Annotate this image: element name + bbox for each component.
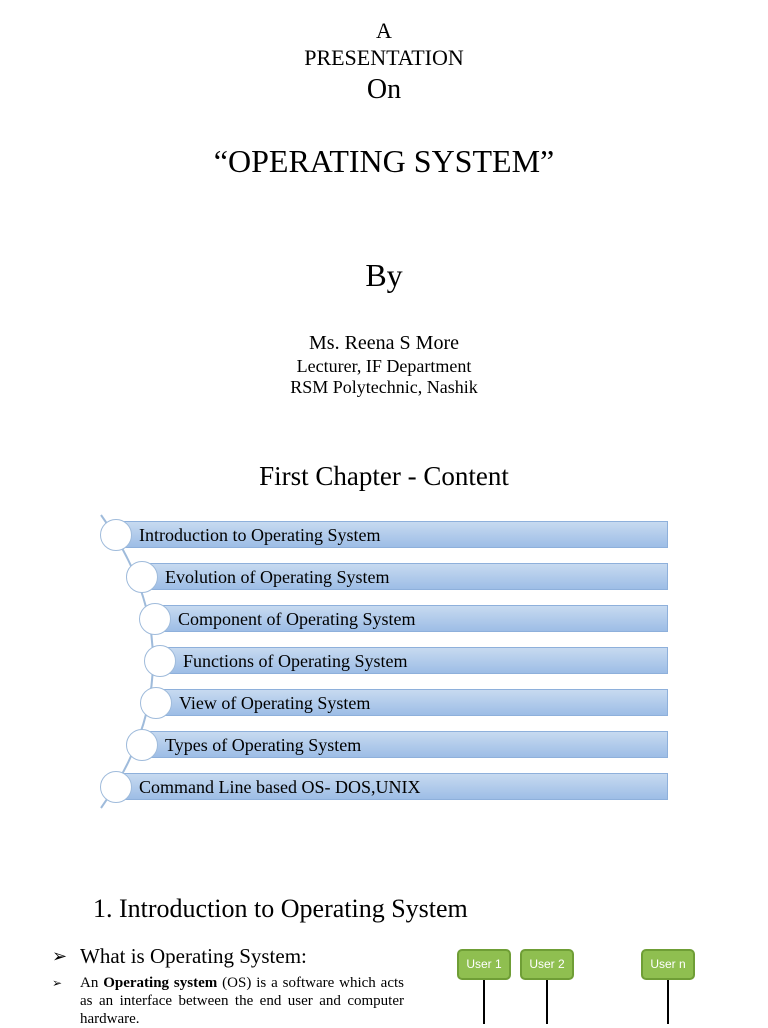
user-box: User 2 — [520, 949, 574, 980]
contents-item-5[interactable] — [156, 689, 668, 716]
cover-line-presentation: PRESENTATION — [304, 45, 464, 70]
question-bullet — [52, 943, 307, 969]
contents-item-label: Command Line based OS- DOS,UNIX — [139, 777, 421, 797]
arrow-bullet-icon: ➢ — [52, 946, 68, 966]
definition-text: An Operating system (OS) is a software which acts as an interface between the end user and computer hardware. — [80, 975, 404, 1027]
contents-item-label: View of Operating System — [179, 693, 371, 713]
contents-item-3[interactable] — [155, 605, 668, 632]
connector-line — [483, 980, 485, 1024]
contents-item-7[interactable] — [116, 773, 668, 800]
contents-item-label: Evolution of Operating System — [165, 567, 390, 587]
contents-heading: First Chapter - Content — [259, 461, 509, 491]
cover-line-on: On — [366, 74, 402, 105]
bullet-circle-icon — [126, 729, 158, 761]
arrow-bullet-icon: ➢ — [52, 976, 63, 990]
section-heading: 1. Introduction to Operating System — [93, 894, 468, 923]
contents-item-4[interactable] — [160, 647, 668, 674]
bullet-circle-icon — [140, 687, 172, 719]
question-text: What is Operating System: — [80, 944, 307, 968]
author-institution: RSM Polytechnic, Nashik — [290, 377, 478, 397]
bullet-circle-icon — [100, 519, 132, 551]
contents-list — [0, 505, 768, 815]
contents-item-1[interactable] — [116, 521, 668, 548]
cover-line-a: A — [376, 18, 392, 43]
connector-line — [667, 980, 669, 1024]
cover-by: By — [365, 257, 403, 293]
author-role: Lecturer, IF Department — [296, 356, 472, 376]
author-name: Ms. Reena S More — [309, 332, 459, 354]
definition-bullet — [52, 974, 404, 1028]
contents-item-label: Types of Operating System — [165, 735, 362, 755]
bullet-circle-icon — [139, 603, 171, 635]
user-box: User 1 — [457, 949, 511, 980]
contents-item-label: Introduction to Operating System — [139, 525, 381, 545]
bullet-circle-icon — [100, 771, 132, 803]
contents-item-2[interactable] — [142, 563, 668, 590]
presentation-title: “OPERATING SYSTEM” — [213, 143, 555, 179]
contents-item-6[interactable] — [142, 731, 668, 758]
contents-item-label: Component of Operating System — [178, 609, 416, 629]
bullet-circle-icon — [144, 645, 176, 677]
connector-line — [546, 980, 548, 1024]
bullet-circle-icon — [126, 561, 158, 593]
contents-item-label: Functions of Operating System — [183, 651, 408, 671]
user-box: User n — [641, 949, 695, 980]
